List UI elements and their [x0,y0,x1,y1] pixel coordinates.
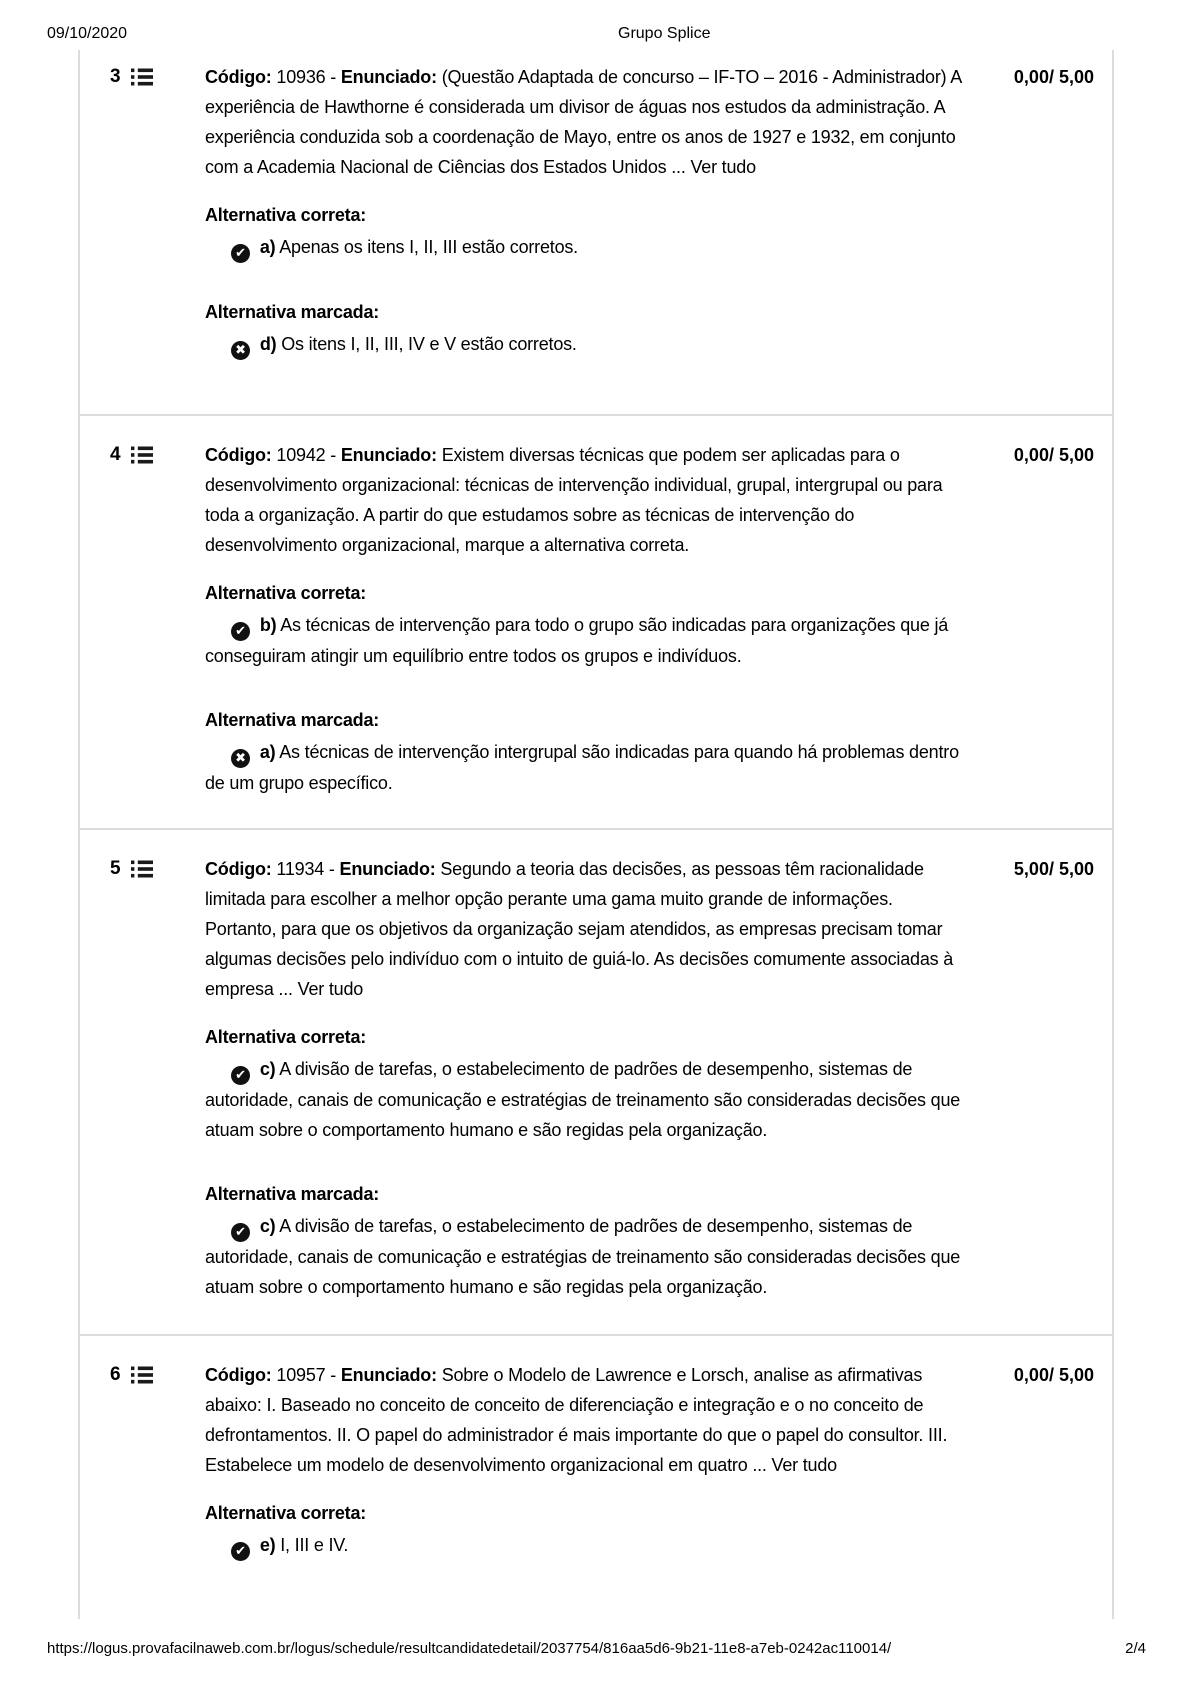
question-statement [205,854,967,1004]
marked-alternative-label: Alternativa marcada: [205,710,380,730]
list-icon [131,1365,153,1385]
marked-alternative [205,329,967,360]
alternative-text: As técnicas de intervenção intergrupal são indicadas para quando há problemas dentro de um grupo específico. [205,742,959,793]
check-circle-icon: ✔ [231,244,250,263]
question-statement [205,62,967,182]
marked-alternative [205,737,967,798]
alternative-letter: e) [259,1535,276,1555]
correct-alternative [205,232,967,263]
code-value: 11934 [276,859,325,879]
alternative-text: Apenas os itens I, II, III estão corretos. [279,237,578,257]
question-content [205,62,967,360]
enunciado-text: Sobre o Modelo de Lawrence e Lorsch, analise as afirmativas abaixo: I. Baseado no conceito de conceito de diferenciação e integração e o no conceito de defrontamentos. II. O papel do administrador é mais importante do que o papel do consultor. III. Estabelece um modelo de desenvolvimento organizacional em quatro ... Ver tudo [205,1365,948,1475]
list-icon [131,445,153,465]
enunciado-label: Enunciado: [340,67,437,87]
question-statement [205,1360,967,1480]
code-value: 10936 [276,67,326,87]
alternative-letter: c) [259,1216,276,1236]
question-block [80,50,1112,416]
correct-alternative-label: Alternativa correta: [205,1503,367,1523]
print-date: 09/10/2020 [47,25,128,42]
list-icon [131,859,153,879]
question-block [80,416,1112,830]
alternative-letter: a) [259,237,276,257]
alternative-letter: b) [259,615,277,635]
cross-circle-icon: ✖ [231,749,250,768]
correct-alternative [205,610,967,671]
alternative-text: I, III e IV. [280,1535,349,1555]
correct-alternative [205,1530,967,1561]
enunciado-label: Enunciado: [340,1365,437,1385]
question-score: 0,00/ 5,00 [1013,67,1094,87]
print-title: Grupo Splice [618,25,711,42]
question-number: 5 [110,858,121,879]
code-value: 10957 [276,1365,326,1385]
alternative-text: A divisão de tarefas, o estabelecimento de padrões de desempenho, sistemas de autoridade, canais de comunicação e estratégias de treinamento são consideradas decisões que atuam sobre o comportamento humano e são regidas pela organização. [205,1216,961,1297]
check-circle-icon: ✔ [231,622,250,641]
alternative-letter: a) [259,742,276,762]
correct-alternative-label: Alternativa correta: [205,1027,367,1047]
question-score: 0,00/ 5,00 [1013,1365,1094,1385]
list-icon [131,67,153,87]
question-score: 5,00/ 5,00 [1013,859,1094,879]
code-value: 10942 [276,445,326,465]
question-content [205,854,967,1302]
question-number-column [110,854,153,884]
enunciado-text: Segundo a teoria das decisões, as pessoas têm racionalidade limitada para escolher a melhor opção perante uma gama muito grande de informações. Portanto, para que os objetivos da organização sejam atendidos, as empresas precisam tomar algumas decisões pelo indivíduo com o intuito de guiá-lo. As decisões comumente associadas à empresa ... Ver tudo [205,859,954,999]
correct-alternative-label: Alternativa correta: [205,205,367,225]
marked-alternative-label: Alternativa marcada: [205,1184,380,1204]
alternative-letter: d) [259,334,277,354]
code-label: Código: [205,1365,272,1385]
separator: - [328,859,335,879]
alternative-text: Os itens I, II, III, IV e V estão corretos. [281,334,577,354]
question-block [80,1336,1112,1619]
question-statement [205,440,967,560]
separator: - [330,445,337,465]
separator: - [330,67,337,87]
question-number: 6 [110,1364,121,1385]
code-label: Código: [205,67,272,87]
enunciado-label: Enunciado: [339,859,436,879]
question-number: 3 [110,66,121,87]
question-content [205,440,967,798]
alternative-text: A divisão de tarefas, o estabelecimento de padrões de desempenho, sistemas de autoridade, canais de comunicação e estratégias de treinamento são consideradas decisões que atuam sobre o comportamento humano e são regidas pela organização. [205,1059,961,1140]
correct-alternative-label: Alternativa correta: [205,583,367,603]
enunciado-text: Existem diversas técnicas que podem ser aplicadas para o desenvolvimento organizacional: técnicas de intervenção individual, grupal, intergrupal ou para toda a organização. A partir do que estudamos sobre as técnicas de intervenção do desenvolvimento organizacional, marque a alternativa correta. [205,445,943,555]
marked-alternative-label: Alternativa marcada: [205,302,380,322]
code-label: Código: [205,445,272,465]
footer-url: https://logus.provafacilnaweb.com.br/logus/schedule/resultcandidatedetail/2037754/816aa5d6-9b21-11e8-a7eb-0242ac110014/ [47,1640,892,1657]
separator: - [330,1365,337,1385]
check-circle-icon: ✔ [231,1066,250,1085]
alternative-text: As técnicas de intervenção para todo o grupo são indicadas para organizações que já conseguiram atingir um equilíbrio entre todos os grupos e indivíduos. [205,615,949,666]
alternative-letter: c) [259,1059,276,1079]
question-number-column [110,440,153,470]
question-block [80,830,1112,1336]
correct-alternative [205,1054,967,1145]
question-number-column [110,1360,153,1390]
code-label: Código: [205,859,272,879]
check-circle-icon: ✔ [231,1223,250,1242]
cross-circle-icon: ✖ [231,341,250,360]
question-number-column [110,62,153,92]
questions-list [78,50,1114,1619]
enunciado-text: (Questão Adaptada de concurso – IF-TO – 2016 - Administrador) A experiência de Hawthorne é considerada um divisor de águas nos estudos da administração. A experiência conduzida sob a coordenação de Mayo, entre os anos de 1927 e 1932, em conjunto com a Academia Nacional de Ciências dos Estados Unidos ... Ver tudo [205,67,962,177]
enunciado-label: Enunciado: [340,445,437,465]
footer-page-indicator: 2/4 [1125,1640,1146,1657]
check-circle-icon: ✔ [231,1542,250,1561]
marked-alternative [205,1211,967,1302]
question-number: 4 [110,444,121,465]
question-content [205,1360,967,1561]
question-score: 0,00/ 5,00 [1013,445,1094,465]
